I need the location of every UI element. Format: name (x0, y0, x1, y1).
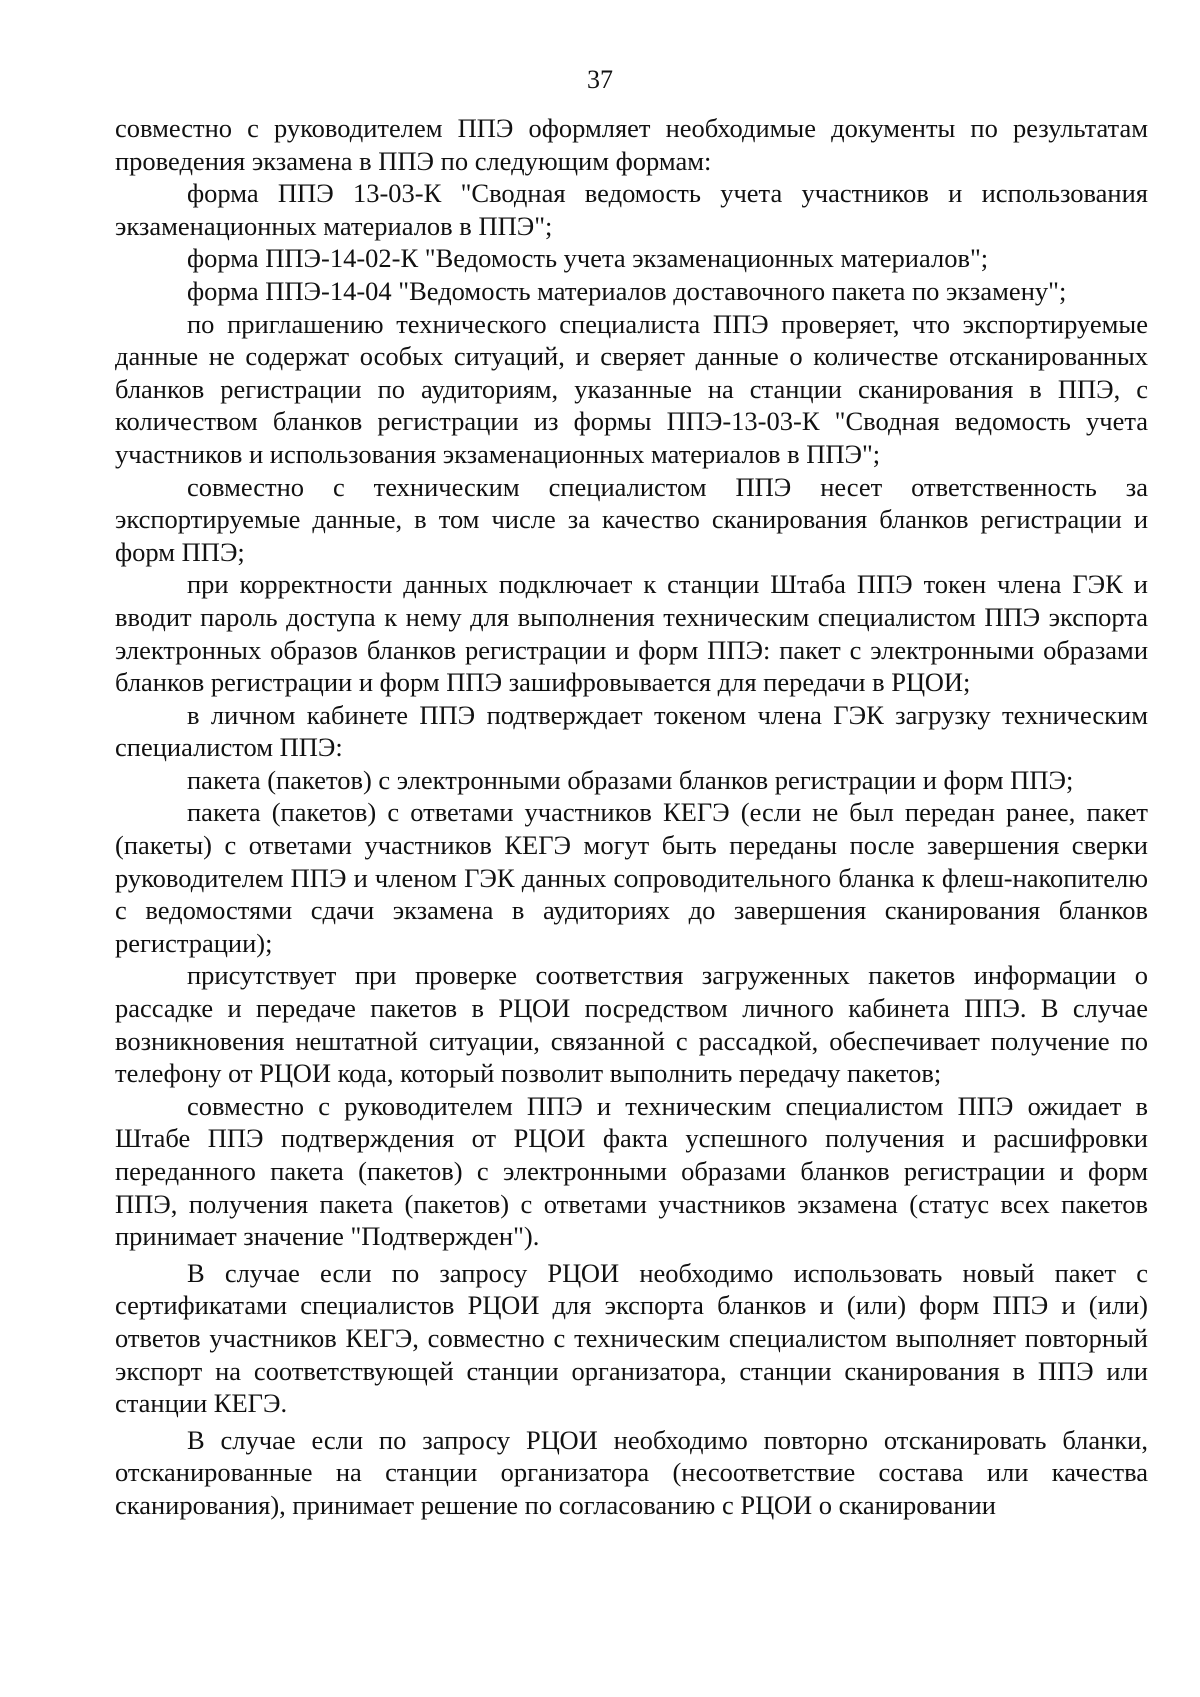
document-body (115, 112, 1148, 1522)
paragraph-5: по приглашению технического специалиста ППЭ проверяет, что экспортируемые данные не содержат особых ситуаций, и сверяет данные о количестве отсканированных бланков регистрации по аудиториям, указанные на станции сканирования в ППЭ, с количеством бланков регистрации из формы ППЭ-13-03-К "Сводная ведомость учета участников и использования экзаменационных материалов в ППЭ"; (115, 308, 1148, 469)
paragraph-4: форма ППЭ-14-04 "Ведомость материалов доставочного пакета по экзамену"; (187, 275, 1067, 306)
paragraph-3: форма ППЭ-14-02-К "Ведомость учета экзаменационных материалов"; (187, 243, 989, 274)
paragraph-2: форма ППЭ 13-03-К "Сводная ведомость учета участников и использования экзаменационных материалов в ППЭ"; (115, 178, 1148, 241)
paragraph-8: в личном кабинете ППЭ подтверждает токеном члена ГЭК загрузку техническим специалистом ППЭ: (115, 699, 1148, 763)
paragraph-6: совместно с техническим специалистом ППЭ несет ответственность за экспортируемые данные, в том числе за качество сканирования бланков регистрации и форм ППЭ; (115, 471, 1148, 567)
page-number: 37 (587, 65, 613, 94)
paragraph-7: при корректности данных подключает к станции Штаба ППЭ токен члена ГЭК и вводит пароль доступа к нему для выполнения техническим специалистом ППЭ экспорта электронных образов бланков регистрации и форм ППЭ: пакет с электронными образами бланков регистрации и форм ППЭ зашифровывается для передачи в РЦОИ; (115, 569, 1148, 698)
paragraph-13: В случае если по запросу РЦОИ необходимо использовать новый пакет с сертификатами специалистов РЦОИ для экспорта бланков и (или) форм ППЭ и (или) ответов участников КЕГЭ, совместно с техническим специалистом выполняет повторный экспорт на соответствующей станции организатора, станции сканирования в ППЭ или станции КЕГЭ. (115, 1257, 1148, 1419)
paragraph-11: присутствует при проверке соответствия загруженных пакетов информации о рассадке и передаче пакетов в РЦОИ посредством личного кабинета ППЭ. В случае возникновения нештатной ситуации, связанной с рассадкой, обеспечивает получение по телефону от РЦОИ кода, который позволит выполнить передачу пакетов; (115, 960, 1148, 1089)
paragraph-12: совместно с руководителем ППЭ и техническим специалистом ППЭ ожидает в Штабе ППЭ подтверждения от РЦОИ факта успешного получения и расшифровки переданного пакета (пакетов) с электронными образами бланков регистрации и форм ППЭ, получения пакета (пакетов) с ответами участников экзамена (статус всех пакетов принимает значение "Подтвержден"). (115, 1090, 1148, 1252)
paragraph-9: пакета (пакетов) с электронными образами бланков регистрации и форм ППЭ; (187, 764, 1074, 795)
paragraph-1: совместно с руководителем ППЭ оформляет необходимые документы по результатам проведения экзамена в ППЭ по следующим формам: (115, 113, 1148, 176)
paragraph-10: пакета (пакетов) с ответами участников КЕГЭ (если не был передан ранее, пакет (пакеты) с ответами участников КЕГЭ могут быть переданы после завершения сверки руководителем ППЭ и членом ГЭК данных сопроводительного бланка к флеш-накопителю с ведомостями сдачи экзамена в аудиториях до завершения сканирования бланков регистрации); (115, 797, 1148, 958)
paragraph-14: В случае если по запросу РЦОИ необходимо повторно отсканировать бланки, отсканированные на станции организатора (несоответствие состава или качества сканирования), принимает решение по согласованию с РЦОИ о сканировании (115, 1424, 1148, 1520)
